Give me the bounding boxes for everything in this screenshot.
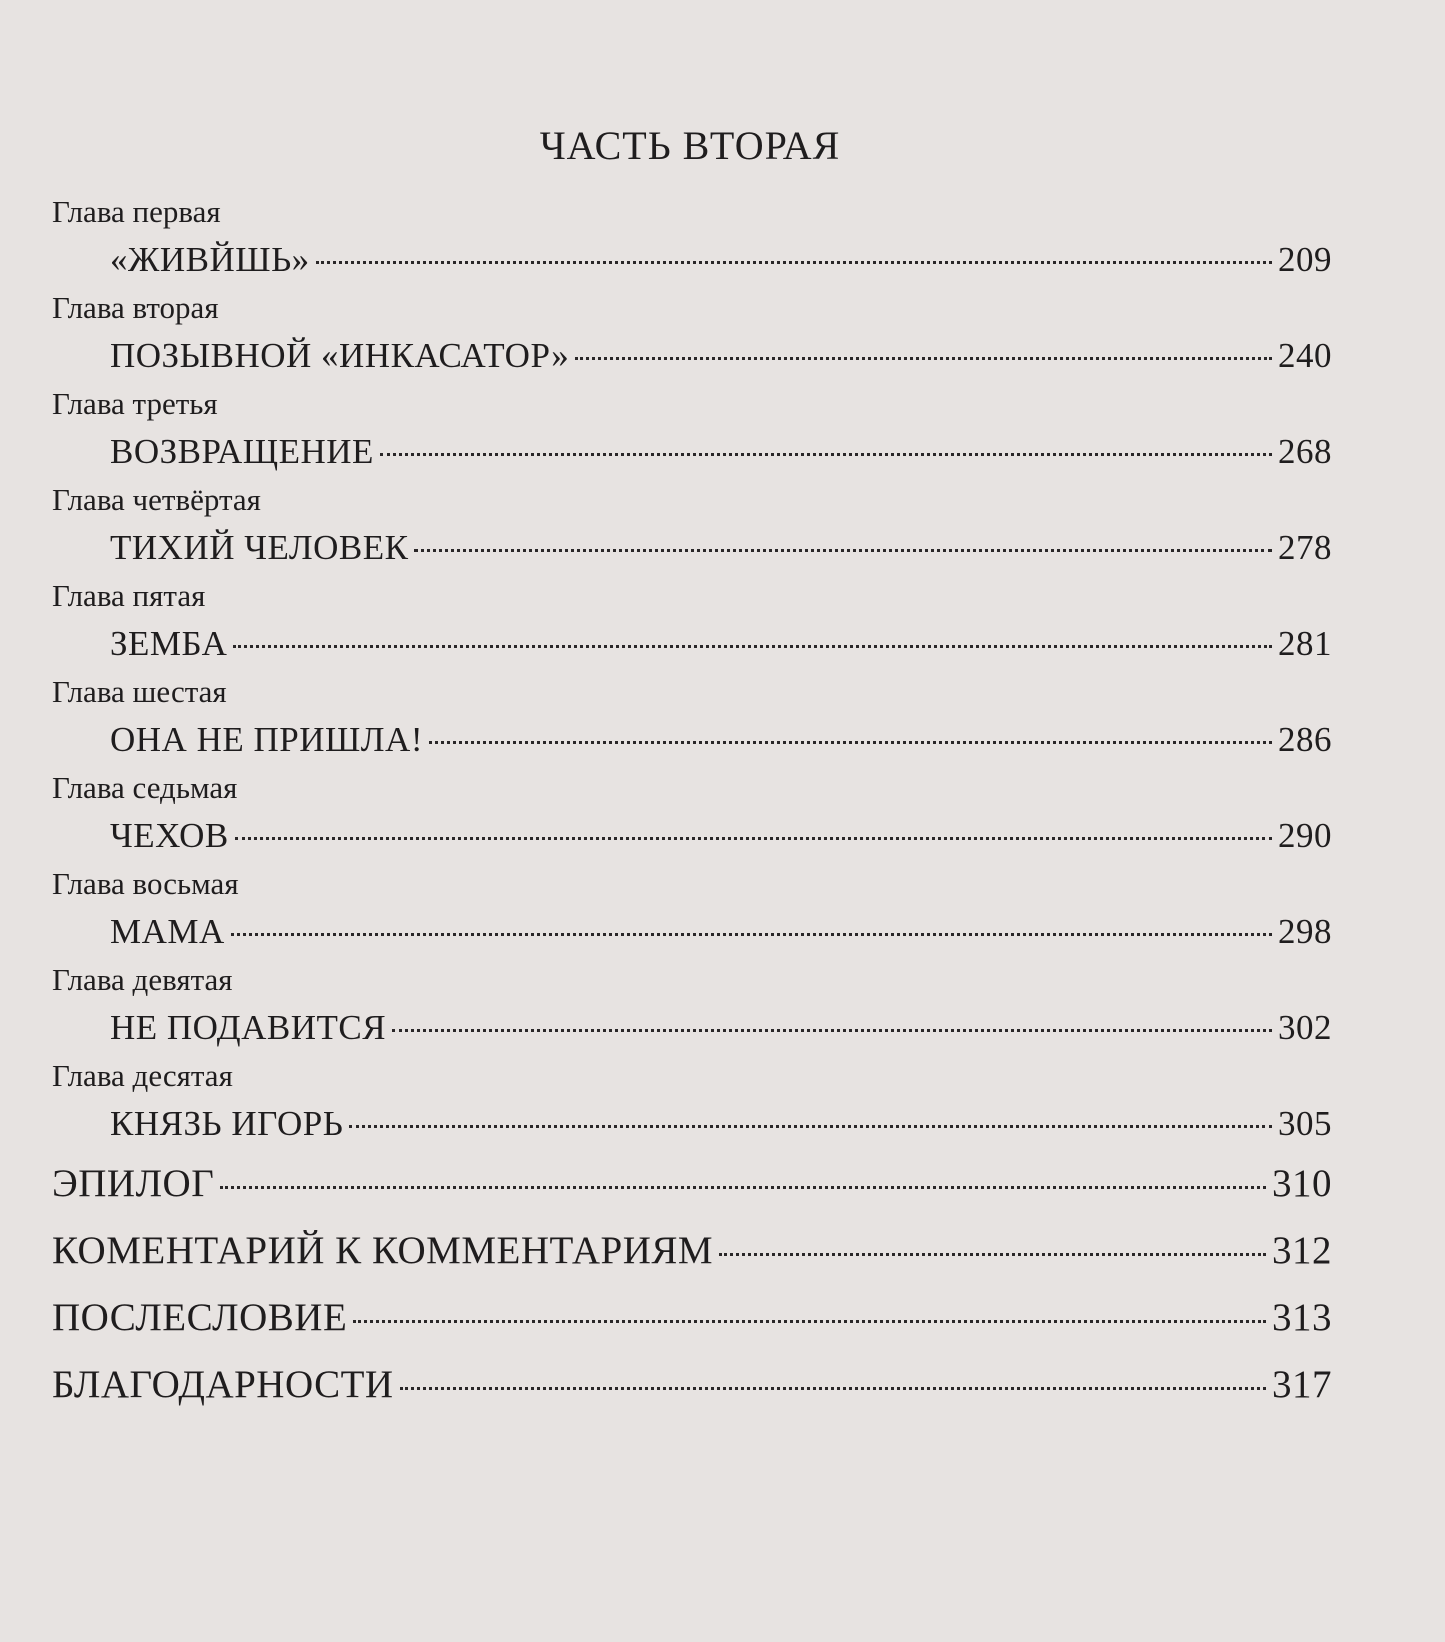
section-title: ЭПИЛОГ [52, 1162, 215, 1205]
chapter-title: ТИХИЙ ЧЕЛОВЕК [110, 528, 409, 567]
page-number: 240 [1278, 336, 1332, 375]
chapter-entry [52, 426, 1332, 478]
chapter-entry [52, 906, 1332, 958]
chapter-entry [52, 1002, 1332, 1054]
chapter-label: Глава четвёртая [52, 482, 261, 517]
chapter-label: Глава десятая [52, 1058, 233, 1093]
chapter-entry [52, 330, 1332, 382]
chapter-label: Глава седьмая [52, 770, 238, 805]
chapter-title: ЗЕМБА [110, 624, 228, 663]
chapter-title: ВОЗВРАЩЕНИЕ [110, 432, 374, 471]
page-number: 298 [1278, 912, 1332, 951]
page-number: 278 [1278, 528, 1332, 567]
chapter-title: КНЯЗЬ ИГОРЬ [110, 1104, 344, 1143]
chapter-8 [52, 862, 1332, 958]
dot-leader [353, 1320, 1266, 1323]
chapter-label: Глава первая [52, 194, 221, 229]
chapter-entry [52, 618, 1332, 670]
chapter-5 [52, 574, 1332, 670]
page-number: 312 [1272, 1229, 1332, 1272]
chapter-3 [52, 382, 1332, 478]
section-title: БЛАГОДАРНОСТИ [52, 1363, 394, 1406]
chapter-title: ЧЕХОВ [110, 816, 229, 855]
dot-leader [392, 1029, 1272, 1032]
chapter-entry [52, 522, 1332, 574]
chapter-10 [52, 1054, 1332, 1150]
dot-leader [235, 837, 1272, 840]
dot-leader [380, 453, 1272, 456]
chapter-1 [52, 190, 1332, 286]
chapter-label: Глава вторая [52, 290, 219, 325]
chapter-title: МАМА [110, 912, 225, 951]
chapter-9 [52, 958, 1332, 1054]
chapter-title: ОНА НЕ ПРИШЛА! [110, 720, 423, 759]
page-number: 286 [1278, 720, 1332, 759]
page-number: 317 [1272, 1363, 1332, 1406]
chapter-label: Глава восьмая [52, 866, 239, 901]
chapter-6 [52, 670, 1332, 766]
dot-leader [316, 261, 1272, 264]
section-title: КОМЕНТАРИЙ К КОММЕНТАРИЯМ [52, 1229, 714, 1272]
chapter-label: Глава девятая [52, 962, 233, 997]
chapter-title: «ЖИВЙШЬ» [110, 240, 310, 279]
chapter-4 [52, 478, 1332, 574]
chapter-2 [52, 286, 1332, 382]
dot-leader [429, 741, 1272, 744]
page-number: 290 [1278, 816, 1332, 855]
chapter-title: НЕ ПОДАВИТСЯ [110, 1008, 387, 1047]
chapter-label: Глава шестая [52, 674, 227, 709]
dot-leader [220, 1186, 1266, 1189]
chapter-7 [52, 766, 1332, 862]
page-number: 305 [1278, 1104, 1332, 1143]
page-number: 281 [1278, 624, 1332, 663]
page-number: 302 [1278, 1008, 1332, 1047]
dot-leader [414, 549, 1272, 552]
table-of-contents [52, 190, 1332, 1418]
chapter-title: ПОЗЫВНОЙ «ИНКАСАТОР» [110, 336, 570, 375]
chapter-entry [52, 810, 1332, 862]
page-number: 310 [1272, 1162, 1332, 1205]
page-number: 313 [1272, 1296, 1332, 1339]
dot-leader [575, 357, 1272, 360]
chapter-label: Глава третья [52, 386, 218, 421]
page-number: 209 [1278, 240, 1332, 279]
chapter-entry [52, 234, 1332, 286]
section-commentary [52, 1217, 1332, 1284]
dot-leader [719, 1253, 1266, 1256]
dot-leader [349, 1125, 1272, 1128]
chapter-entry [52, 714, 1332, 766]
section-epilogue [52, 1150, 1332, 1217]
section-acknowledgements [52, 1351, 1332, 1418]
section-afterword [52, 1284, 1332, 1351]
chapter-entry [52, 1098, 1332, 1150]
section-title: ПОСЛЕСЛОВИЕ [52, 1296, 348, 1339]
dot-leader [233, 645, 1272, 648]
dot-leader [400, 1387, 1266, 1390]
dot-leader [231, 933, 1272, 936]
part-title: ЧАСТЬ ВТОРАЯ [539, 123, 841, 168]
chapter-label: Глава пятая [52, 578, 206, 613]
page-number: 268 [1278, 432, 1332, 471]
